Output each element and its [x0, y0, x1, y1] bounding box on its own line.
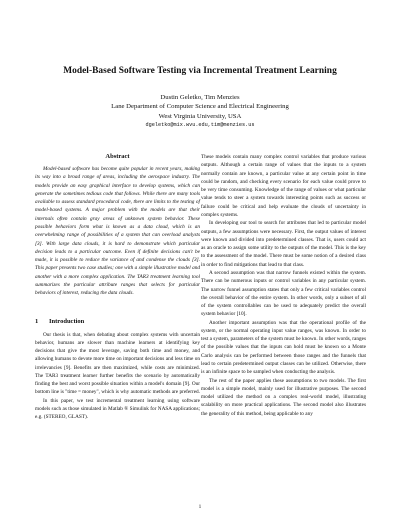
paper-title: Model-Based Software Testing via Incremental Treatment Learning	[63, 66, 337, 76]
intro-paragraph-1: Our thesis is that, when debating about complex systems with uncertain behavior, humans are slower than machine learners at identifying key decisions that give the most leverage, saving both time and money, and allowing humans to devote more time on important decisions and less time on irrelevancies [9]. Benefits are then maximized, while costs are minimized. The TAR3 treatment learner further benefits the scenario by automatically finding the best and worst possible situation within a model's domain [9]. Our bottom line is "time = money", which is why automatic methods are preferred.	[35, 331, 200, 396]
body-paragraph-3: A second assumption was that narrow funnels existed within the system. There can be numerous inputs or control variables in any particular system. The narrow funnel assumption states that only a few critical variables control the overall behavior of the entire system. In other words, only a subset of all of the system controllables can be used to adequately predict the overall system behavior [10].	[201, 269, 366, 318]
abstract-heading: Abstract	[105, 153, 130, 160]
section-heading-introduction	[35, 317, 200, 327]
section-title: Introduction	[49, 317, 85, 325]
body-paragraph-5: The rest of the paper applies these assumptions to two models. The first model is a simple model, mainly used for illustrative purposes. The second model utilized the method on a complex real-world model, illustrating scalability on more practical applications. The second model also illustrates the generality of this method, being applicable to any	[201, 377, 366, 417]
author-block	[0, 93, 400, 131]
body-paragraph-1: These models contain many complex control variables that produce various outputs. Although a certain range of values that the inputs to a system normally contain are known, a particular value at any certain point in time could be random, and checking every scenario for each value could prove to be very time consuming. Knowledge of the range of values or what particular value tends to steer a system towards interesting points such as success or failure could be critical and help evaluate the clouds of uncertainty in complex systems.	[201, 154, 366, 218]
author-university: West Virginia University, USA	[158, 112, 242, 120]
section-number: 1	[35, 317, 39, 325]
left-column	[35, 152, 200, 422]
author-email: dgeletko@mix.wvu.edu,tim@menzies.us	[145, 122, 255, 129]
intro-paragraph-2: In this paper, we test incremental treatment learning using software models such as those simulated in Matlab ® Simulink for NASA applications; e.g. (STEREO, GLAST).	[35, 397, 200, 421]
page-number: 1	[198, 504, 202, 510]
abstract-text: Model-based software has become quite popular in recent years, making its way into a broad range of areas, including the aerospace industry. The models provide an easy graphical interface to develop systems, which can generate the sometimes tedious code that follows. While there are many tools available to assess standard procedural code, there are limits to the testing of model-based systems. A major problem with the models are that their internals often contain gray areas of unknown system behavior. These possible behaviors form what is known as a data cloud, which is an overwhelming range of possibilities of a system that can overload analysts [3]. With large data clouds, it is hard to demonstrate which particular decision leads to a particular outcome. Even if definite decisions can't be made, it is possible to reduce the variance of and condense the clouds [3]. This paper presents two case studies; one with a simple illustrative model and another with a more complex application. The TAR3 treatment learning tool summarizes the particular attribute ranges that selects for particular behaviors of interest, reducing the data clouds.	[35, 166, 200, 297]
right-column	[201, 153, 366, 418]
body-paragraph-4: Another important assumption was that the operational profile of the system, or the normal operating input value ranges, was known. In order to test a system, parameters of the system must be known. In other words, ranges of the possible values that the inputs can hold must be known so a Monte Carlo analysis can be performed between those ranges and the funnels that lead to certain predetermined output classes can be utilized. Otherwise, there is an infinite space to be sampled when conducting the analysis.	[201, 319, 366, 376]
author-affiliation: Lane Department of Computer Science and Electrical Engineering	[111, 103, 289, 111]
author-names: Dustin Geletko, Tim Menzies	[160, 94, 240, 101]
body-paragraph-2: In developing our tool to search for attributes that led to particular model outputs, a few assumptions were necessary. First, the output values of interest were known and divided into predetermined classes. That is, users could act as an oracle to assign some utility to the outputs of the model. This is the key to the assessment of the model. There must be some notion of a desired class in order to find mitigations that lead to that class.	[201, 220, 366, 268]
